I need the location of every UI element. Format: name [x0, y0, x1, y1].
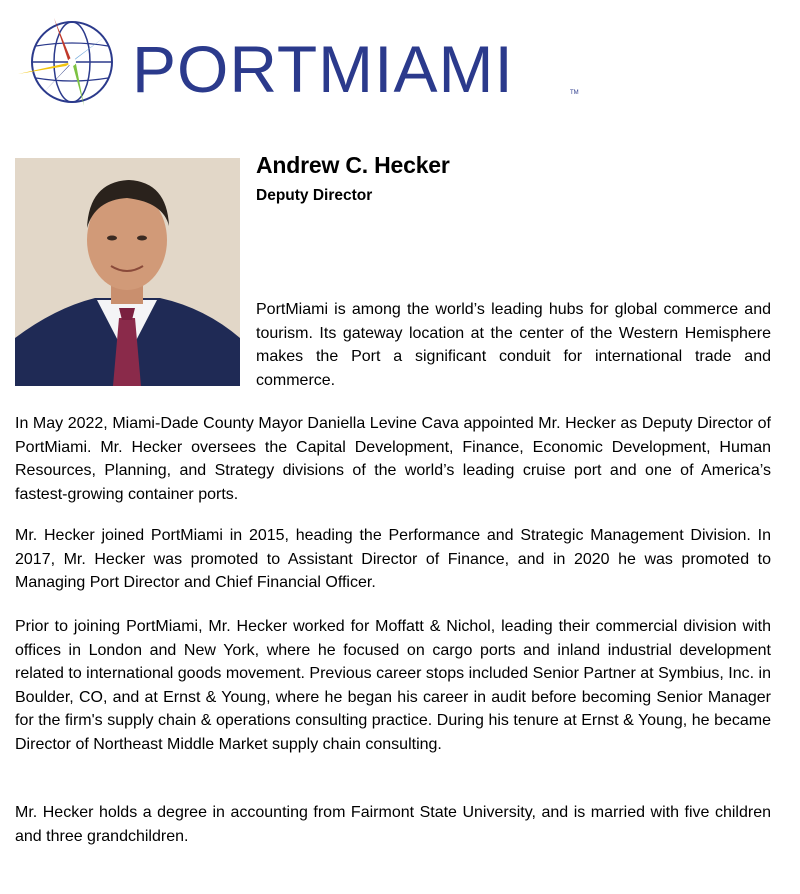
compass-globe-icon [18, 18, 112, 106]
person-name: Andrew C. Hecker [256, 152, 450, 178]
logo-wordmark: PORTMIAMI [132, 32, 514, 106]
bio-paragraph-personal: Mr. Hecker holds a degree in accounting from Fairmont State University, and is married with five children and three grandchildren. [15, 804, 771, 845]
bio-paragraph-appointment: In May 2022, Miami-Dade County Mayor Daniella Levine Cava appointed Mr. Hecker as Deputy Director of PortMiami. Mr. Hecker oversees the Capital Development, Finance, Economic Development, Human Resources, Planning, and Strategy divisions of the world’s leading cruise port and one of America’s fastest-growing container ports. [15, 415, 771, 503]
intro-paragraph: PortMiami is among the world’s leading hubs for global commerce and tourism. Its gateway location at the center of the Western Hemisphere makes the Port a significant conduit for international trade and commerce. [256, 301, 771, 389]
bio-paragraph-prior-career: Prior to joining PortMiami, Mr. Hecker worked for Moffatt & Nichol, leading their commercial division with offices in London and New York, where he focused on cargo ports and inland industrial development related to international goods movement. Previous career stops included Senior Partner at Symbius, Inc. in Boulder, CO, and at Ernst & Young, where he began his career in audit before becoming Senior Manager for the firm's supply chain & operations consulting practice. During his tenure at Ernst & Young, he became Director of Northeast Middle Market supply chain consulting. [15, 618, 771, 753]
person-title: Deputy Director [256, 187, 373, 204]
portrait-photo [15, 158, 240, 386]
bio-paragraph-history: Mr. Hecker joined PortMiami in 2015, heading the Performance and Strategic Management Division. In 2017, Mr. Hecker was promoted to Assistant Director of Finance, and in 2020 he was promoted to Managing Port Director and Chief Financial Officer. [15, 527, 771, 591]
portmiami-logo [14, 14, 584, 110]
trademark-mark: TM [570, 90, 579, 96]
